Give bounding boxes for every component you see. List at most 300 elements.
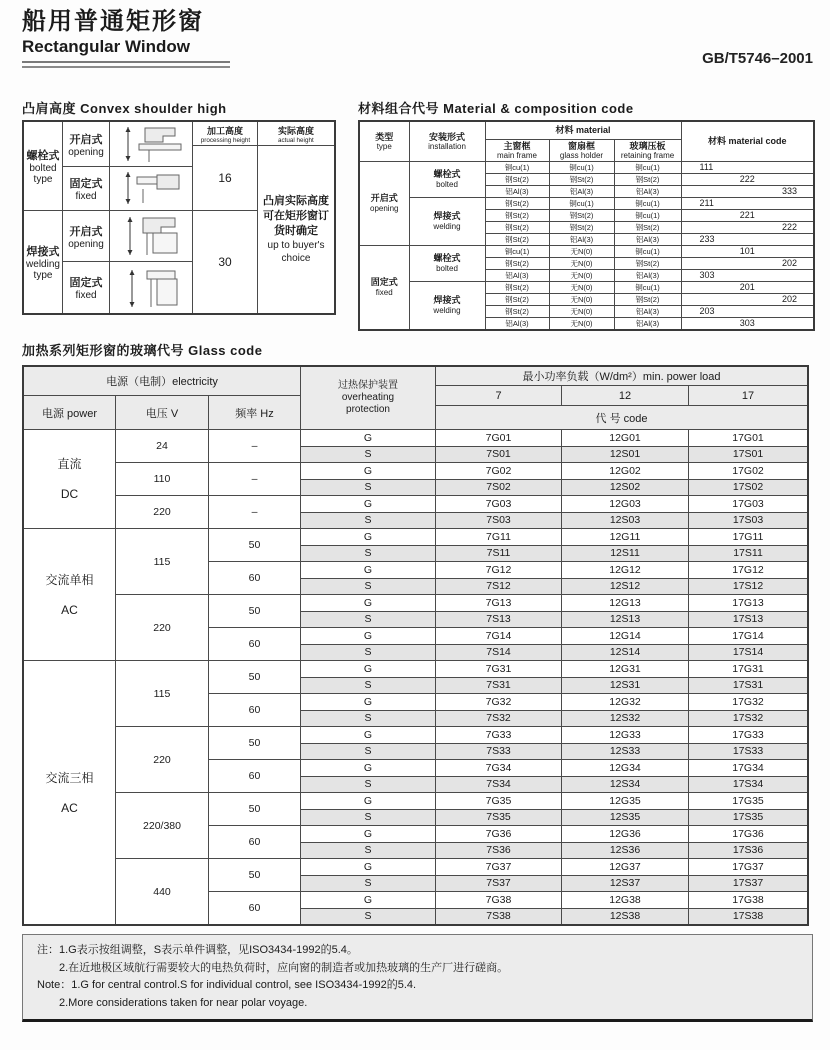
header-en: type <box>376 141 392 151</box>
protection-cell: G <box>301 595 435 611</box>
glass-code-cell: 12S14 <box>562 645 688 661</box>
glass-code-cell: 17G13 <box>689 595 807 611</box>
glass-code-cell: 7G38 <box>436 892 561 908</box>
glass-code-cell: 17G31 <box>689 661 807 677</box>
glass-code-cell: 12S12 <box>562 579 688 595</box>
protection-cell: G <box>301 826 435 842</box>
material-holder-cell: 无N(0) <box>549 269 614 281</box>
frequency-cell: 60 <box>209 892 300 924</box>
shoulder-type-bolted <box>24 122 62 210</box>
material-retain-cell: 铜cu(1) <box>614 161 681 173</box>
processing-height-bolted-value: 16 <box>193 146 257 210</box>
material-code-cell: 333 <box>681 185 814 197</box>
glass-code-cell: 7S03 <box>436 513 561 529</box>
frequency-cell: 50 <box>209 595 300 627</box>
glass-code-cell: 7S02 <box>436 480 561 496</box>
glass-code-cell: 17G37 <box>689 859 807 875</box>
actual-height-note <box>258 146 334 313</box>
install-label-en: opening <box>68 238 104 250</box>
protection-cell: G <box>301 463 435 479</box>
material-type-cell <box>359 161 409 245</box>
protection-cell: S <box>301 777 435 793</box>
material-main-cell: 铝Al(3) <box>485 185 549 197</box>
glass-code-cell: 17S35 <box>689 810 807 826</box>
shoulder-type-welding <box>24 211 62 313</box>
material-holder-cell: 铝Al(3) <box>549 185 614 197</box>
material-row <box>359 245 814 257</box>
header-en: retaining frame <box>620 150 675 160</box>
material-retain-cell: 铜cu(1) <box>614 209 681 221</box>
header-zh: 窗扇框 <box>567 140 595 151</box>
material-main-cell: 铜cu(1) <box>485 161 549 173</box>
material-main-cell: 钢St(2) <box>485 209 549 221</box>
frequency-cell: – <box>209 463 300 495</box>
glass-code-cell: 7G01 <box>436 430 561 446</box>
glass-header-electricity: 电源（电制）electricity <box>24 367 300 395</box>
glass-header-code: 代 号 code <box>436 406 807 429</box>
glass-code-cell: 17S01 <box>689 447 807 463</box>
material-holder-cell: 无N(0) <box>549 293 614 305</box>
material-retain-cell: 铝Al(3) <box>614 269 681 281</box>
type-label-en: welding type <box>26 259 60 281</box>
header-zh: 玻璃压板 <box>629 140 666 151</box>
glass-code-cell: 7S35 <box>436 810 561 826</box>
glass-header-load-7: 7 <box>436 386 561 405</box>
material-retain-cell: 铜cu(1) <box>614 197 681 209</box>
standard-code: GB/T5746–2001 <box>702 50 813 67</box>
protection-cell: G <box>301 694 435 710</box>
protection-cell: S <box>301 447 435 463</box>
material-code-cell: 222 <box>681 173 814 185</box>
glass-code-cell: 12G32 <box>562 694 688 710</box>
material-code-cell: 202 <box>681 293 814 305</box>
glass-code-cell: 12S34 <box>562 777 688 793</box>
actual-note-en: up to buyer's choice <box>267 240 325 264</box>
material-holder-cell: 铜cu(1) <box>549 197 614 209</box>
actual-height-header <box>258 122 334 145</box>
glass-code-cell: 12G31 <box>562 661 688 677</box>
header-en: installation <box>428 141 466 151</box>
material-holder-cell: 无N(0) <box>549 245 614 257</box>
glass-code-cell: 12G37 <box>562 859 688 875</box>
protection-cell: S <box>301 744 435 760</box>
glass-code-cell: 7S11 <box>436 546 561 562</box>
protection-cell: S <box>301 876 435 892</box>
material-code-cell: 101 <box>681 245 814 257</box>
material-code-cell: 201 <box>681 281 814 293</box>
material-code-cell: 222 <box>681 221 814 233</box>
material-install-cell-zh: 螺栓式 <box>433 253 461 263</box>
material-main-cell: 钢St(2) <box>485 305 549 317</box>
material-type-cell-en: fixed <box>375 288 393 297</box>
actual-note-zh: 凸肩实际高度可在矩形窗订货时确定 <box>263 195 329 237</box>
material-holder-cell: 铝Al(3) <box>549 233 614 245</box>
protection-cell: S <box>301 909 435 925</box>
material-row <box>359 161 814 173</box>
protection-cell: S <box>301 612 435 628</box>
voltage-cell: 24 <box>116 430 208 462</box>
glass-code-cell: 17G11 <box>689 529 807 545</box>
material-type-cell <box>359 245 409 330</box>
glass-code-cell: 17G02 <box>689 463 807 479</box>
protection-cell: G <box>301 760 435 776</box>
material-install-cell-en: bolted <box>436 180 458 189</box>
material-retain-cell: 铝Al(3) <box>614 185 681 197</box>
glass-code-cell: 17G01 <box>689 430 807 446</box>
glass-code-cell: 12G13 <box>562 595 688 611</box>
glass-code-cell: 7S33 <box>436 744 561 760</box>
material-code-cell: 211 <box>681 197 814 209</box>
protection-cell: S <box>301 513 435 529</box>
header-zh: 加工高度 <box>206 125 243 136</box>
header-zh: 主窗框 <box>503 140 531 151</box>
material-code-cell: 233 <box>681 233 814 245</box>
protection-cell: G <box>301 628 435 644</box>
glass-code-cell: 17S32 <box>689 711 807 727</box>
install-fixed <box>63 167 109 210</box>
install-label-en: opening <box>68 146 104 158</box>
glass-code-cell: 7S12 <box>436 579 561 595</box>
header-en: main frame <box>496 150 537 160</box>
material-header-main-frame <box>485 139 549 161</box>
material-main-cell: 铜cu(1) <box>485 245 549 257</box>
install-label-zh: 固定式 <box>69 277 103 289</box>
protection-cell: S <box>301 480 435 496</box>
header-zh: 过热保护装置 <box>338 380 398 391</box>
glass-header-load-17: 17 <box>689 386 807 405</box>
glass-header-frequency: 频率 Hz <box>209 396 300 429</box>
glass-header-min-power-load: 最小功率负载（W/dm²）min. power load <box>436 367 807 385</box>
glass-code-cell: 17S36 <box>689 843 807 859</box>
glass-code-cell: 7G14 <box>436 628 561 644</box>
header-zh: 实际高度 <box>277 125 314 136</box>
material-retain-cell: 铝Al(3) <box>614 305 681 317</box>
glass-code-cell: 7S01 <box>436 447 561 463</box>
protection-cell: G <box>301 859 435 875</box>
voltage-cell: 115 <box>116 661 208 726</box>
material-main-cell: 钢St(2) <box>485 293 549 305</box>
header-zh: 类型 <box>375 131 394 142</box>
glass-code-cell: 12S01 <box>562 447 688 463</box>
glass-code-cell: 17G14 <box>689 628 807 644</box>
material-code-cell: 303 <box>681 269 814 281</box>
frequency-cell: 50 <box>209 859 300 891</box>
protection-cell: G <box>301 892 435 908</box>
glass-code-cell: 12G01 <box>562 430 688 446</box>
material-install-cell-zh: 焊接式 <box>433 295 461 305</box>
glass-code-cell: 12G38 <box>562 892 688 908</box>
glass-code-cell: 17S37 <box>689 876 807 892</box>
voltage-cell: 115 <box>116 529 208 594</box>
note-line-zh-1: 注：1.G表示按组调整，S表示单件调整，见ISO3434-1992的5.4。 <box>37 944 358 956</box>
glass-code-cell: 17S34 <box>689 777 807 793</box>
material-holder-cell: 铜cu(1) <box>549 161 614 173</box>
material-install-cell <box>409 281 485 330</box>
glass-header-voltage: 电压 V <box>116 396 208 429</box>
note-line-zh-2: 2.在近地极区域航行需要较大的电热负荷时，应向窗的制造者或加热玻璃的生产厂进行磋商。 <box>59 961 509 974</box>
material-row <box>359 197 814 209</box>
notes-box <box>22 934 813 1022</box>
protection-cell: G <box>301 529 435 545</box>
protection-cell: S <box>301 843 435 859</box>
type-label-zh: 螺栓式 <box>26 150 60 162</box>
frequency-cell: 60 <box>209 760 300 792</box>
title-block <box>22 8 230 68</box>
glass-code-table <box>22 365 809 926</box>
voltage-cell: 440 <box>116 859 208 924</box>
material-type-cell-en: opening <box>370 204 399 213</box>
material-install-cell-en: welding <box>433 306 461 315</box>
glass-code-cell: 12G14 <box>562 628 688 644</box>
glass-code-cell: 17G03 <box>689 496 807 512</box>
material-install-cell <box>409 161 485 197</box>
protection-cell: S <box>301 546 435 562</box>
glass-code-cell: 12G02 <box>562 463 688 479</box>
glass-code-cell: 17G38 <box>689 892 807 908</box>
glass-code-cell: 7S37 <box>436 876 561 892</box>
glass-header-power: 电源 power <box>24 396 115 429</box>
glass-code-cell: 12G34 <box>562 760 688 776</box>
material-holder-cell: 钢St(2) <box>549 209 614 221</box>
material-table <box>358 120 815 331</box>
header-en: processing height <box>200 136 250 144</box>
material-retain-cell: 铜cu(1) <box>614 281 681 293</box>
material-install-cell-zh: 螺栓式 <box>433 169 461 179</box>
material-heading: 材料组合代号 Material & composition code <box>358 101 634 116</box>
glass-code-cell: 7G13 <box>436 595 561 611</box>
glass-code-cell: 17G34 <box>689 760 807 776</box>
glass-code-cell: 12S31 <box>562 678 688 694</box>
glass-code-cell: 17G33 <box>689 727 807 743</box>
voltage-cell: 220 <box>116 595 208 660</box>
protection-cell: G <box>301 727 435 743</box>
header-en: overheating <box>341 392 395 403</box>
material-main-cell: 钢St(2) <box>485 257 549 269</box>
glass-code-cell: 7G36 <box>436 826 561 842</box>
glass-code-cell: 12S37 <box>562 876 688 892</box>
material-retain-cell: 钢St(2) <box>614 257 681 269</box>
frequency-cell: 50 <box>209 793 300 825</box>
material-main-cell: 铝Al(3) <box>485 317 549 330</box>
glass-code-cell: 17G36 <box>689 826 807 842</box>
protection-cell: G <box>301 496 435 512</box>
frequency-cell: 60 <box>209 694 300 726</box>
frequency-cell: 50 <box>209 661 300 693</box>
header-en: glass holder <box>559 150 604 160</box>
material-type-cell-zh: 固定式 <box>370 277 398 287</box>
material-main-cell: 铝Al(3) <box>485 269 549 281</box>
material-retain-cell: 钢St(2) <box>614 221 681 233</box>
material-code-cell: 111 <box>681 161 814 173</box>
material-holder-cell: 无N(0) <box>549 317 614 330</box>
material-code-cell: 203 <box>681 305 814 317</box>
frequency-cell: 50 <box>209 529 300 561</box>
glass-code-cell: 7G12 <box>436 562 561 578</box>
material-main-cell: 钢St(2) <box>485 233 549 245</box>
protection-cell: S <box>301 645 435 661</box>
install-opening <box>63 122 109 166</box>
material-row <box>359 281 814 293</box>
material-holder-cell: 钢St(2) <box>549 173 614 185</box>
material-main-cell: 钢St(2) <box>485 221 549 233</box>
material-code-cell: 221 <box>681 209 814 221</box>
material-type-cell-zh: 开启式 <box>370 193 398 203</box>
header-en: protection <box>346 404 390 415</box>
glass-code-cell: 17S12 <box>689 579 807 595</box>
glass-code-cell: 7G34 <box>436 760 561 776</box>
glass-code-cell: 12G35 <box>562 793 688 809</box>
material-code-cell: 202 <box>681 257 814 269</box>
protection-cell: G <box>301 661 435 677</box>
material-header-glass-holder <box>549 139 614 161</box>
cross-section-diagram-bolted-opening <box>110 122 192 166</box>
glass-code-cell: 12S03 <box>562 513 688 529</box>
protection-cell: S <box>301 810 435 826</box>
header-zh: 安装形式 <box>428 131 465 142</box>
material-retain-cell: 钢St(2) <box>614 173 681 185</box>
cross-section-diagram-welding-opening <box>110 211 192 261</box>
material-main-cell: 钢St(2) <box>485 173 549 185</box>
material-main-cell: 钢St(2) <box>485 281 549 293</box>
glass-code-cell: 12S02 <box>562 480 688 496</box>
glass-code-cell: 12G03 <box>562 496 688 512</box>
header-en: actual height <box>278 136 314 144</box>
glass-code-cell: 12S35 <box>562 810 688 826</box>
glass-code-cell: 17G35 <box>689 793 807 809</box>
glass-code-cell: 12G33 <box>562 727 688 743</box>
material-header-code: 材料 material code <box>681 121 814 161</box>
frequency-cell: – <box>209 430 300 462</box>
glass-header-load-12: 12 <box>562 386 688 405</box>
frequency-cell: – <box>209 496 300 528</box>
glass-code-cell: 7S13 <box>436 612 561 628</box>
install-fixed <box>63 262 109 313</box>
processing-height-header <box>193 122 257 145</box>
power-group-cell: 直流 DC <box>24 430 115 528</box>
glass-code-cell: 7G31 <box>436 661 561 677</box>
protection-cell: S <box>301 678 435 694</box>
glass-code-cell: 12S36 <box>562 843 688 859</box>
glass-code-cell: 7G33 <box>436 727 561 743</box>
cross-section-diagram-welding-fixed <box>110 262 192 313</box>
glass-code-cell: 12S32 <box>562 711 688 727</box>
glass-code-cell: 12G12 <box>562 562 688 578</box>
glass-code-cell: 17S14 <box>689 645 807 661</box>
material-install-cell <box>409 197 485 245</box>
material-main-cell: 钢St(2) <box>485 197 549 209</box>
glass-code-cell: 17G32 <box>689 694 807 710</box>
material-install-cell-en: bolted <box>436 264 458 273</box>
glass-header-protection <box>301 367 435 429</box>
note-line-en-2: 2.More considerations taken for near polar voyage. <box>59 996 308 1009</box>
type-label-en: bolted type <box>29 163 57 185</box>
glass-code-cell: 7S32 <box>436 711 561 727</box>
material-holder-cell: 无N(0) <box>549 281 614 293</box>
frequency-cell: 60 <box>209 562 300 594</box>
material-retain-cell: 铝Al(3) <box>614 233 681 245</box>
power-group-cell: 交流单相 AC <box>24 529 115 660</box>
glass-code-cell: 7S38 <box>436 909 561 925</box>
glass-code-cell: 7S14 <box>436 645 561 661</box>
install-label-en: fixed <box>75 191 97 202</box>
frequency-cell: 50 <box>209 727 300 759</box>
material-install-cell <box>409 245 485 281</box>
note-line-en-1: Note：1.G for central control.S for individual control, see ISO3434-1992的5.4. <box>37 979 417 991</box>
glass-code-cell: 7S36 <box>436 843 561 859</box>
material-retain-cell: 铝Al(3) <box>614 317 681 330</box>
material-retain-cell: 钢St(2) <box>614 293 681 305</box>
glass-code-cell: 17S03 <box>689 513 807 529</box>
glass-code-cell: 7G02 <box>436 463 561 479</box>
page-title-en: Rectangular Window <box>22 37 190 56</box>
material-holder-cell: 无N(0) <box>549 305 614 317</box>
power-group-cell: 交流三相 AC <box>24 661 115 924</box>
install-label-en: fixed <box>75 290 97 301</box>
glass-code-cell: 7G35 <box>436 793 561 809</box>
glass-code-cell: 7G11 <box>436 529 561 545</box>
voltage-cell: 220 <box>116 727 208 792</box>
protection-cell: S <box>301 711 435 727</box>
glass-code-cell: 12S38 <box>562 909 688 925</box>
material-header-material: 材料 material <box>485 121 681 139</box>
material-code-cell: 303 <box>681 317 814 330</box>
protection-cell: G <box>301 793 435 809</box>
processing-height-welding-value: 30 <box>193 211 257 313</box>
material-holder-cell: 无N(0) <box>549 257 614 269</box>
shoulder-table <box>22 120 336 315</box>
type-label-zh: 焊接式 <box>26 246 60 258</box>
glass-code-cell: 12S13 <box>562 612 688 628</box>
voltage-cell: 220/380 <box>116 793 208 858</box>
material-retain-cell: 铜cu(1) <box>614 245 681 257</box>
protection-cell: G <box>301 562 435 578</box>
voltage-cell: 220 <box>116 496 208 528</box>
material-header-retaining-frame <box>614 139 681 161</box>
glass-code-cell: 17S31 <box>689 678 807 694</box>
glass-code-cell: 7G32 <box>436 694 561 710</box>
frequency-cell: 60 <box>209 628 300 660</box>
shoulder-heading: 凸肩高度 Convex shoulder high <box>22 101 227 116</box>
glass-code-cell: 7S34 <box>436 777 561 793</box>
frequency-cell: 60 <box>209 826 300 858</box>
material-install-cell-en: welding <box>433 222 461 231</box>
page-title-zh: 船用普通矩形窗 <box>22 8 204 35</box>
install-label-zh: 开启式 <box>69 225 103 238</box>
material-header-type <box>359 121 409 161</box>
glass-code-cell: 12S11 <box>562 546 688 562</box>
install-label-zh: 开启式 <box>69 133 103 146</box>
glass-code-cell: 17G12 <box>689 562 807 578</box>
glass-code-cell: 17S33 <box>689 744 807 760</box>
title-underline <box>22 61 230 68</box>
glass-code-cell: 12S33 <box>562 744 688 760</box>
protection-cell: S <box>301 579 435 595</box>
glass-code-cell: 7S31 <box>436 678 561 694</box>
glass-code-cell: 17S38 <box>689 909 807 925</box>
glass-code-cell: 7G03 <box>436 496 561 512</box>
material-header-installation <box>409 121 485 161</box>
protection-cell: G <box>301 430 435 446</box>
glass-heading: 加热系列矩形窗的玻璃代号 Glass code <box>22 343 263 358</box>
material-install-cell-zh: 焊接式 <box>433 211 461 221</box>
install-label-zh: 固定式 <box>69 178 103 190</box>
glass-code-cell: 12G11 <box>562 529 688 545</box>
cross-section-diagram-bolted-fixed <box>110 167 192 210</box>
glass-code-cell: 17S02 <box>689 480 807 496</box>
glass-code-cell: 17S11 <box>689 546 807 562</box>
install-opening <box>63 211 109 261</box>
glass-code-cell: 17S13 <box>689 612 807 628</box>
